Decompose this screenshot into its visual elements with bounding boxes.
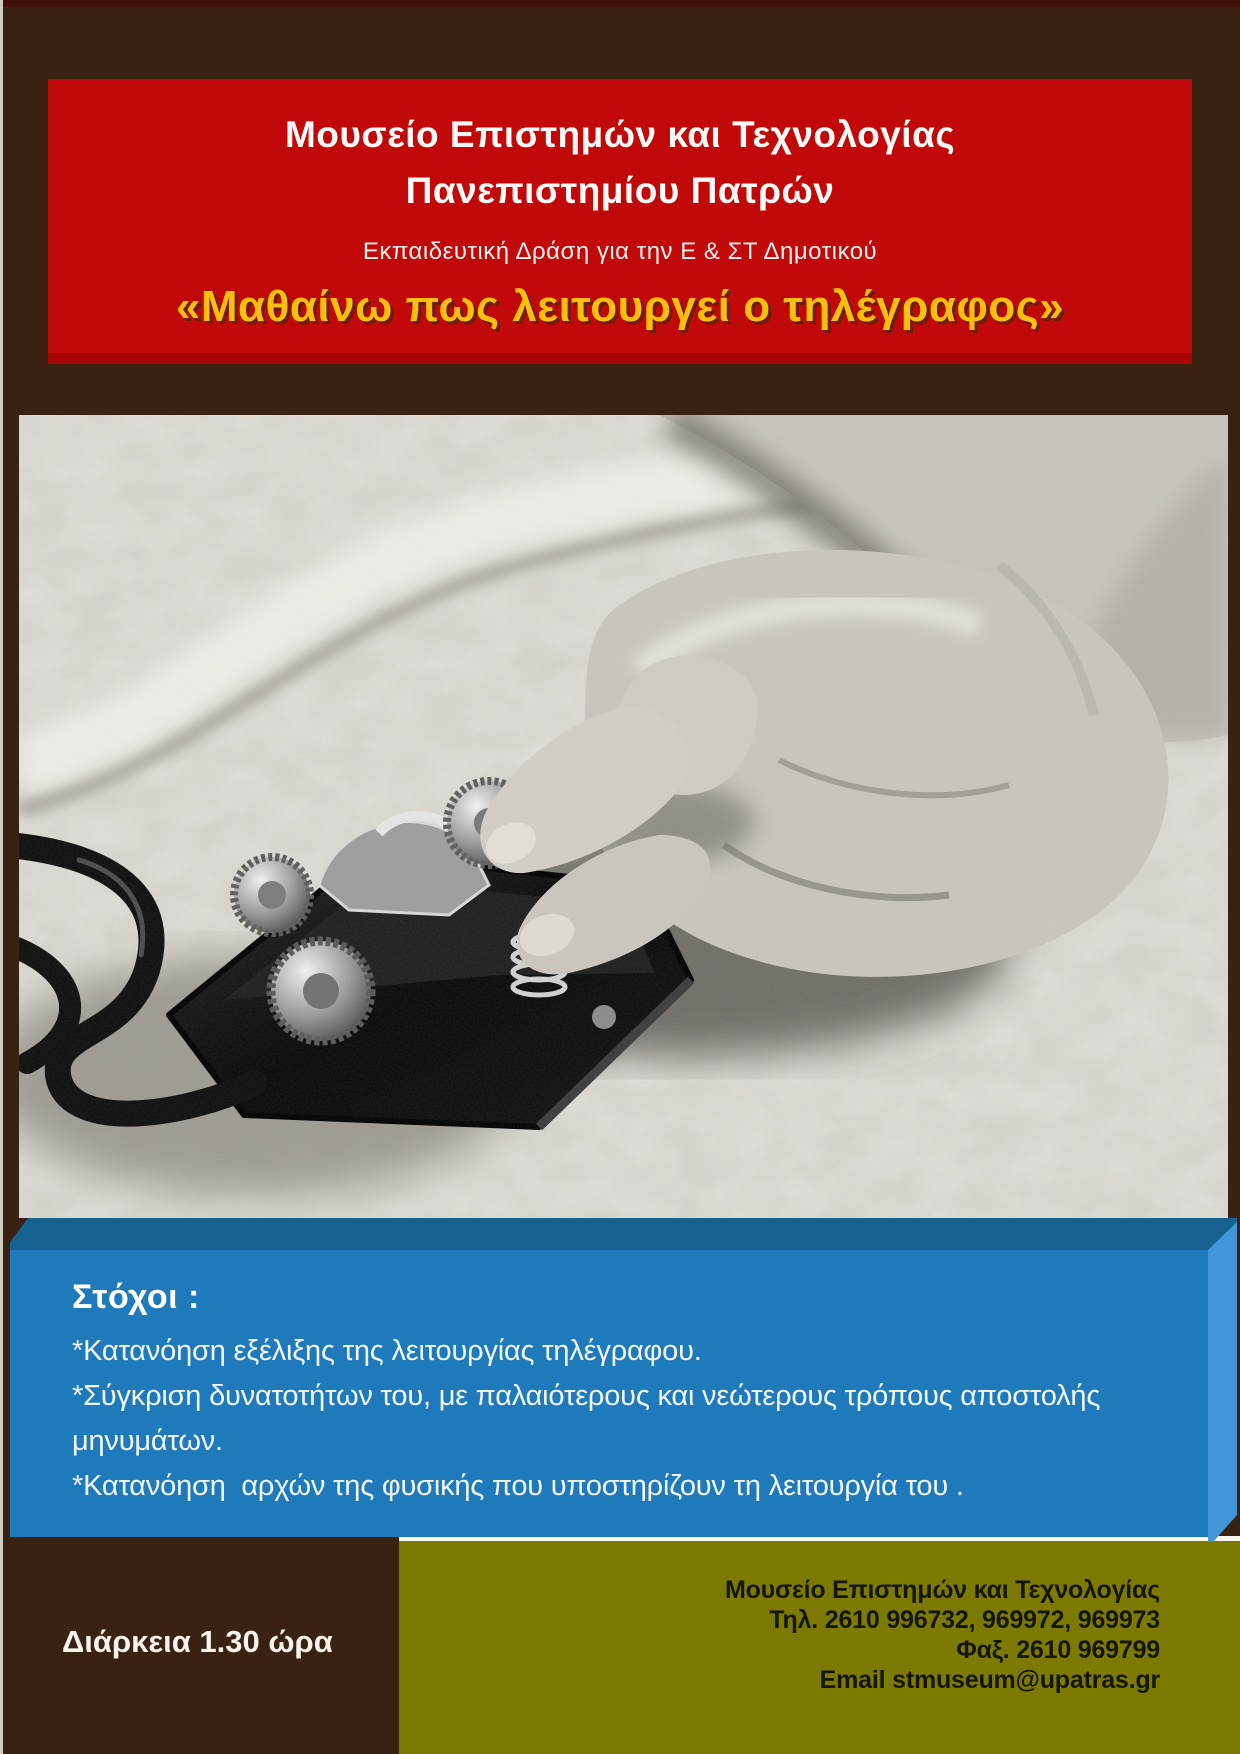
header-banner [48, 79, 1192, 364]
contact-phone: Τηλ. 2610 996732, 969972, 969973 [769, 1606, 1160, 1634]
goals-heading: Στόχοι : [72, 1278, 200, 1316]
header-subtitle: Εκπαιδευτική Δράση για την Ε & ΣΤ Δημοτικού [362, 238, 878, 265]
top-border [0, 0, 1240, 7]
contact-name: Μουσείο Επιστημών και Τεχνολογίας [724, 1576, 1160, 1604]
telegraph-photo [19, 415, 1228, 1218]
program-title: «Μαθαίνω πως λειτουργεί ο τηλέγραφος» [175, 282, 1065, 331]
museum-title-line2: Πανεπιστημίου Πατρών [405, 170, 835, 211]
telegraph-photo-art [19, 415, 1228, 1218]
goal-line-3: *Κατανόηση αρχών της φυσικής που υποστηρίζουν τη λειτουργία του . [72, 1470, 964, 1502]
duration-label: Διάρκεια 1.30 ώρα [62, 1624, 333, 1659]
goals-panel-right-bevel [1208, 1222, 1237, 1542]
museum-title-line1: Μουσείο Επιστημών και Τεχνολογίας [284, 114, 956, 155]
left-border [0, 0, 3, 1754]
goals-panel-top-bevel [0, 1218, 1240, 1250]
footer-contact-panel [399, 1541, 1240, 1754]
goals-panel [10, 1250, 1208, 1537]
goal-line-2-wrap: μηνυμάτων. [72, 1425, 223, 1457]
contact-fax: Φαξ. 2610 969799 [956, 1636, 1160, 1664]
goal-line-1: *Κατανόηση εξέλιξης της λειτουργίας τηλέγραφου. [72, 1335, 702, 1367]
goal-line-2: *Σύγκριση δυνατοτήτων του, με παλαιότερους και νεώτερους τρόπους αποστολής [72, 1380, 1101, 1412]
contact-email: Email stmuseum@upatras.gr [819, 1666, 1160, 1694]
